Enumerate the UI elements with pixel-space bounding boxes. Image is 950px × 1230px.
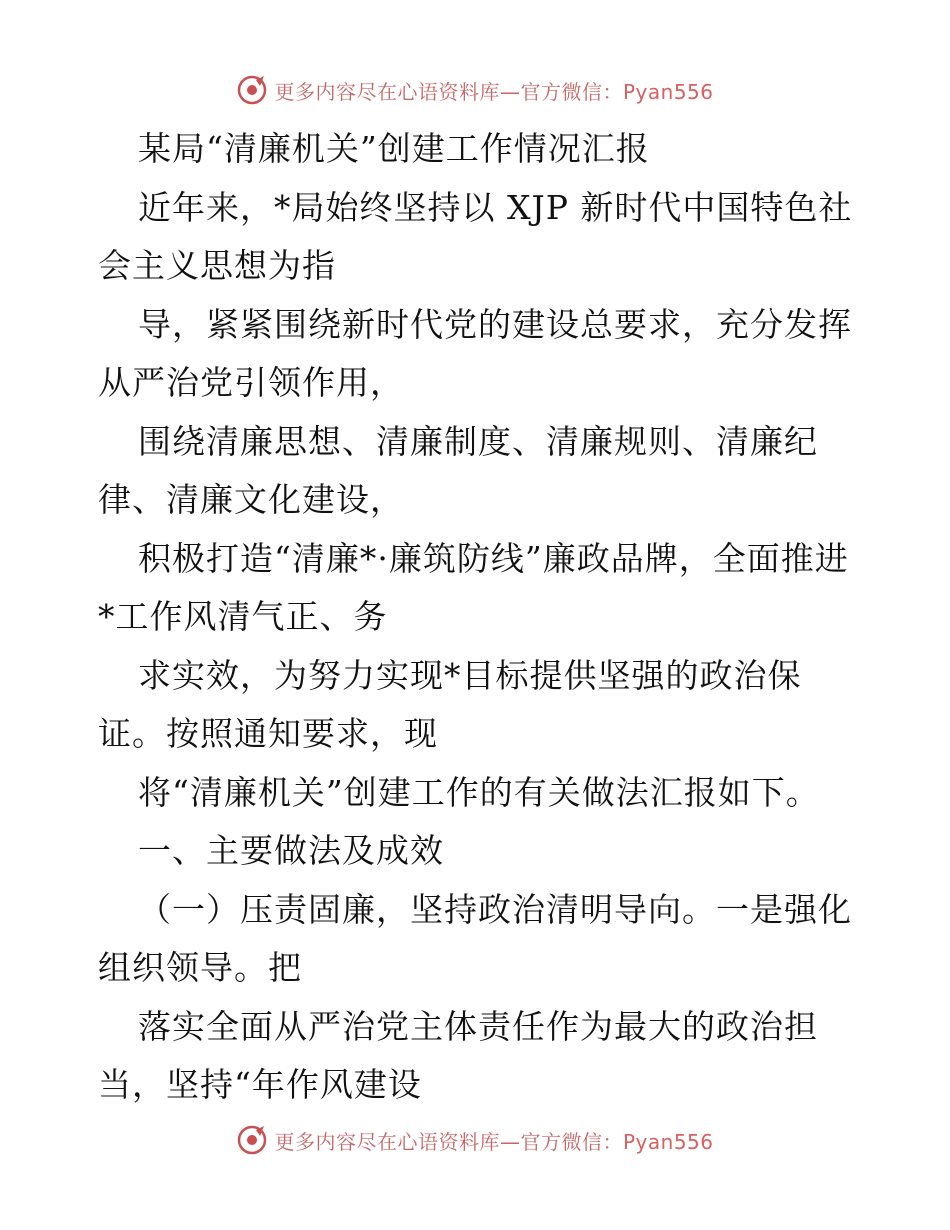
document-body [98, 120, 858, 1115]
brand-logo-icon [236, 74, 268, 106]
banner-main-text: 更多内容尽在心语资料库 [274, 1129, 500, 1154]
banner-wechat-id: Pyan556 [622, 79, 714, 104]
paragraph: 落实全面从严治党主体责任作为最大的政治担当，坚持“年作风建设 [98, 1006, 818, 1104]
footer-banner [0, 1120, 950, 1160]
header-banner [0, 70, 950, 110]
banner-main-text: 更多内容尽在心语资料库 [274, 79, 500, 104]
paragraph: 将“清廉机关”创建工作的有关做法汇报如下。 [138, 772, 820, 812]
banner-separator-text: —官方微信： [499, 1129, 623, 1154]
section-heading: 一、主要做法及成效 [138, 831, 444, 870]
paragraph: 近年来，*局始终坚持以 XJP 新时代中国特色社会主义思想为指 [98, 187, 853, 285]
brand-logo-icon [236, 1124, 268, 1156]
document-title: 某局“清廉机关”创建工作情况汇报 [138, 129, 650, 168]
banner-separator-text: —官方微信： [499, 79, 623, 104]
paragraph: 积极打造“清廉*·廉筑防线”廉政品牌，全面推进*工作风清气正、务 [98, 538, 849, 636]
paragraph: 求实效，为努力实现*目标提供坚强的政治保证。按照通知要求，现 [98, 655, 802, 753]
paragraph: （一）压责固廉，坚持政治清明导向。一是强化组织领导。把 [98, 889, 852, 987]
paragraph: 围绕清廉思想、清廉制度、清廉规则、清廉纪律、清廉文化建设， [98, 421, 818, 519]
banner-wechat-id: Pyan556 [622, 1129, 714, 1154]
paragraph: 导，紧紧围绕新时代党的建设总要求，充分发挥从严治党引领作用， [98, 304, 852, 402]
